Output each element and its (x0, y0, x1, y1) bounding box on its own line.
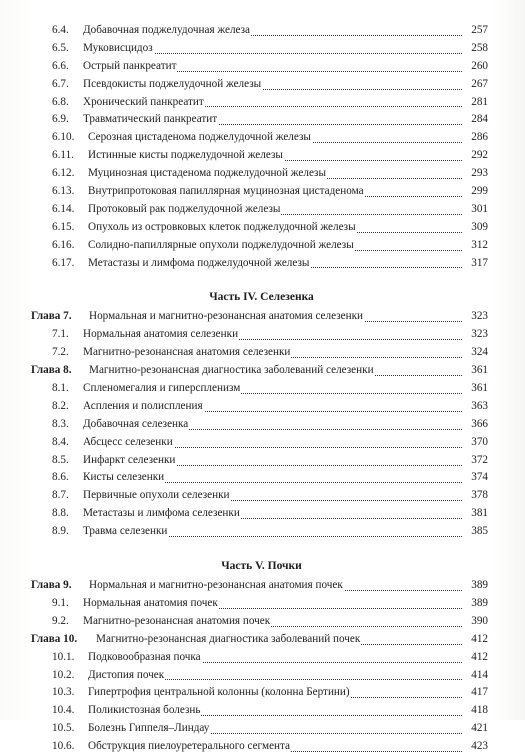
chapter-title: Нормальная и магнитно-резонансная анатомия селезенки (89, 310, 364, 323)
section-number: 10.5. (52, 722, 75, 735)
entry-title-wrapper (83, 40, 462, 58)
section-title: Псевдокисты поджелудочной железы (83, 77, 262, 90)
entry-title-wrapper (88, 147, 462, 165)
page-number: 323 (471, 328, 488, 341)
chapter-number: Глава 7. (31, 310, 72, 323)
toc-section-entry[interactable] (31, 613, 488, 631)
toc-section-entry[interactable] (31, 469, 488, 487)
toc-section-entry[interactable] (31, 237, 488, 255)
chapter-number: Глава 9. (31, 579, 72, 592)
page-number: 389 (471, 579, 488, 592)
page-number: 257 (471, 24, 488, 36)
section-number: 8.3. (52, 417, 69, 430)
entry-title-wrapper (83, 22, 462, 40)
entry-title-wrapper (88, 129, 462, 147)
section-title: Кисты селезенки (83, 471, 165, 484)
section-title: Нормальная анатомия селезенки (83, 328, 239, 341)
page-number: 284 (471, 113, 488, 126)
page-number: 260 (471, 59, 488, 72)
toc-chapter-entry[interactable] (31, 577, 488, 595)
part-heading: Часть V. Почки (221, 560, 302, 573)
toc-section-entry[interactable] (31, 129, 488, 147)
section-title: Гипертрофия центральной колонны (колонна Бертини) (88, 686, 350, 699)
section-number: 6.17. (52, 256, 75, 269)
entry-title-wrapper (88, 255, 462, 273)
entry-title-wrapper (96, 631, 462, 649)
entry-title-wrapper (83, 380, 462, 398)
page-number: 361 (471, 364, 488, 377)
page-number: 390 (471, 614, 488, 627)
section-number: 6.9. (52, 113, 69, 126)
entry-title-wrapper (88, 720, 462, 738)
page-number: 267 (471, 77, 488, 90)
section-number: 8.2. (52, 399, 69, 412)
section-title: Истинные кисты поджелудочной железы (88, 149, 283, 162)
section-title: Протоковый рак поджелудочной железы (88, 202, 281, 215)
section-title: Острый панкреатит (83, 59, 177, 72)
section-title: Первичные опухоли селезенки (83, 489, 230, 502)
section-number: 10.3. (52, 686, 75, 699)
section-number: 9.1. (52, 596, 69, 609)
page-number: 317 (471, 256, 488, 269)
page-number: 366 (471, 417, 488, 430)
section-number: 10.2. (52, 668, 75, 681)
page-number: 421 (471, 722, 488, 735)
section-title: Подковообразная почка (88, 650, 201, 663)
toc-section-entry[interactable] (31, 40, 488, 58)
section-number: 6.7. (52, 77, 69, 90)
page-number: 372 (471, 453, 488, 466)
part-spacer (31, 272, 488, 286)
section-title: Травма селезенки (83, 525, 168, 538)
page-number: 417 (471, 686, 488, 699)
section-title: Метастазы и лимфома селезенки (83, 507, 240, 520)
entry-title-wrapper (88, 702, 462, 720)
section-title: Болезнь Гиппеля–Линдау (88, 722, 210, 735)
toc-section-entry[interactable] (31, 667, 488, 685)
page-number: 281 (471, 95, 488, 108)
page-number: 312 (471, 238, 488, 251)
toc-section-entry[interactable] (31, 398, 488, 416)
section-number: 6.11. (52, 149, 74, 162)
section-number: 6.4. (52, 24, 69, 36)
section-number: 8.6. (52, 471, 69, 484)
section-title: Внутрипротоковая папиллярная муцинозная цистаденома (88, 185, 364, 198)
entry-title-wrapper (83, 613, 462, 631)
page-number: 370 (471, 435, 488, 448)
section-number: 6.12. (52, 167, 75, 180)
entry-title-wrapper (88, 165, 462, 183)
section-number: 6.14. (52, 202, 75, 215)
entry-title-wrapper (83, 326, 462, 344)
page-number: 378 (471, 489, 488, 502)
page-number: 412 (471, 632, 488, 645)
page-number: 258 (471, 41, 488, 54)
chapter-title: Магнитно-резонансная диагностика заболеваний почек (96, 632, 361, 645)
section-title: Опухоль из островковых клеток поджелудочной железы (88, 220, 356, 233)
toc-section-entry[interactable] (31, 505, 488, 523)
section-number: 10.1. (52, 650, 75, 663)
page-number: 301 (471, 202, 488, 215)
chapter-number: Глава 10. (31, 632, 78, 645)
section-title: Аспления и полиспления (83, 399, 203, 412)
section-number: 6.16. (52, 238, 75, 251)
page-number: 374 (471, 471, 488, 484)
section-number: 8.5. (52, 453, 69, 466)
entry-title-wrapper (83, 452, 462, 470)
entry-title-wrapper (83, 469, 462, 487)
entry-title-wrapper (88, 237, 462, 255)
page-number: 299 (471, 185, 488, 198)
page-number: 293 (471, 167, 488, 180)
page-number: 286 (471, 131, 488, 144)
entry-title-wrapper (83, 76, 462, 94)
toc-section-entry[interactable] (31, 416, 488, 434)
page-number: 412 (471, 650, 488, 663)
toc-section-entry[interactable] (31, 380, 488, 398)
page-number: 381 (471, 507, 488, 520)
page-number: 324 (471, 346, 488, 359)
toc-section-entry[interactable] (31, 684, 488, 702)
entry-title-wrapper (88, 219, 462, 237)
entry-title-wrapper (88, 667, 462, 685)
entry-title-wrapper (88, 738, 462, 756)
section-number: 6.8. (52, 95, 69, 108)
section-number: 6.10. (52, 131, 75, 144)
page-number: 309 (471, 220, 488, 233)
entry-title-wrapper (83, 94, 462, 112)
section-number: 6.13. (52, 185, 75, 198)
entry-title-wrapper (88, 649, 462, 667)
entry-title-wrapper (83, 111, 462, 129)
toc-chapter-entry[interactable] (31, 308, 488, 326)
page-number: 385 (471, 525, 488, 538)
toc-section-entry[interactable] (31, 523, 488, 541)
section-number: 8.4. (52, 435, 69, 448)
section-number: 8.8. (52, 507, 69, 520)
entry-title-wrapper (83, 58, 462, 76)
toc-section-entry[interactable] (31, 738, 488, 756)
toc-section-entry[interactable] (31, 201, 488, 219)
section-title: Магнитно-резонансная анатомия почек (83, 614, 271, 627)
section-title: Метастазы и лимфома поджелудочной железы (88, 256, 310, 269)
toc-section-entry[interactable] (31, 219, 488, 237)
entry-title-wrapper (88, 201, 462, 219)
chapter-number: Глава 8. (31, 364, 72, 377)
toc-section-entry[interactable] (31, 452, 488, 470)
section-number: 6.5. (52, 41, 69, 54)
entry-title-wrapper (83, 505, 462, 523)
entry-title-wrapper (89, 362, 462, 380)
toc-section-entry[interactable] (31, 344, 488, 362)
toc-section-entry[interactable] (31, 649, 488, 667)
toc-chapter-entry[interactable] (31, 362, 488, 380)
toc-section-entry[interactable] (31, 22, 488, 40)
entry-title-wrapper (83, 434, 462, 452)
section-title: Поликистозная болезнь (88, 704, 201, 717)
page-number: 423 (471, 740, 488, 753)
part-heading: Часть IV. Селезенка (209, 291, 314, 304)
section-title: Абсцесс селезенки (83, 435, 173, 448)
page-number: 363 (471, 399, 488, 412)
section-title: Магнитно-резонансная анатомия селезенки (83, 346, 291, 359)
toc-section-entry[interactable] (31, 487, 488, 505)
section-title: Дистопия почек (88, 668, 165, 681)
section-title: Серозная цистаденома поджелудочной железы (88, 131, 311, 144)
section-title: Добавочная селезенка (83, 417, 189, 430)
toc-section-entry[interactable] (31, 702, 488, 720)
section-number: 7.1. (52, 328, 69, 341)
page-number: 361 (471, 382, 488, 395)
toc-section-entry[interactable] (31, 147, 488, 165)
section-title: Инфаркт селезенки (83, 453, 176, 466)
page-number: 414 (471, 668, 488, 681)
section-number: 7.2. (52, 346, 69, 359)
toc-section-entry[interactable] (31, 183, 488, 201)
section-title: Добавочная поджелудочная железа (83, 24, 251, 36)
toc-section-entry[interactable] (31, 94, 488, 112)
section-title: Обструкция пиелоуретерального сегмента (88, 740, 291, 753)
toc-section-entry[interactable] (31, 326, 488, 344)
part-spacer (31, 541, 488, 555)
toc-section-entry[interactable] (31, 76, 488, 94)
section-number: 10.6. (52, 740, 75, 753)
section-title: Травматический панкреатит (83, 113, 218, 126)
entry-title-wrapper (88, 183, 462, 201)
entry-title-wrapper (83, 416, 462, 434)
toc-section-entry[interactable] (31, 595, 488, 613)
section-number: 8.9. (52, 525, 69, 538)
toc-section-entry[interactable] (31, 58, 488, 76)
toc-section-entry[interactable] (31, 165, 488, 183)
page-number: 389 (471, 596, 488, 609)
section-number: 9.2. (52, 614, 69, 627)
toc-section-entry[interactable] (31, 720, 488, 738)
toc-section-entry[interactable] (31, 255, 488, 273)
section-number: 8.7. (52, 489, 69, 502)
section-number: 10.4. (52, 704, 75, 717)
section-number: 8.1. (52, 382, 69, 395)
section-title: Хронический панкреатит (83, 95, 204, 108)
page-number: 418 (471, 704, 488, 717)
section-number: 6.15. (52, 220, 75, 233)
table-of-contents (31, 22, 488, 756)
entry-title-wrapper (89, 308, 462, 326)
entry-title-wrapper (83, 487, 462, 505)
page-number: 323 (471, 310, 488, 323)
section-title: Муковисцидоз (83, 41, 153, 54)
entry-title-wrapper (83, 398, 462, 416)
entry-title-wrapper (83, 523, 462, 541)
section-title: Муцинозная цистаденома поджелудочной железы (88, 167, 326, 180)
entry-title-wrapper (88, 684, 462, 702)
chapter-title: Магнитно-резонансная диагностика заболеваний селезенки (89, 364, 374, 377)
section-title: Спленомегалия и гиперспленизм (83, 382, 241, 395)
chapter-title: Нормальная и магнитно-резонансная анатомия почек (89, 579, 343, 592)
page-number: 292 (471, 149, 488, 162)
toc-section-entry[interactable] (31, 111, 488, 129)
toc-section-entry[interactable] (31, 434, 488, 452)
entry-title-wrapper (83, 344, 462, 362)
section-title: Солидно-папиллярные опухоли поджелудочной железы (88, 238, 354, 251)
entry-title-wrapper (83, 595, 462, 613)
toc-chapter-entry[interactable] (31, 631, 488, 649)
section-number: 6.6. (52, 59, 69, 72)
entry-title-wrapper (89, 577, 462, 595)
section-title: Нормальная анатомия почек (83, 596, 218, 609)
